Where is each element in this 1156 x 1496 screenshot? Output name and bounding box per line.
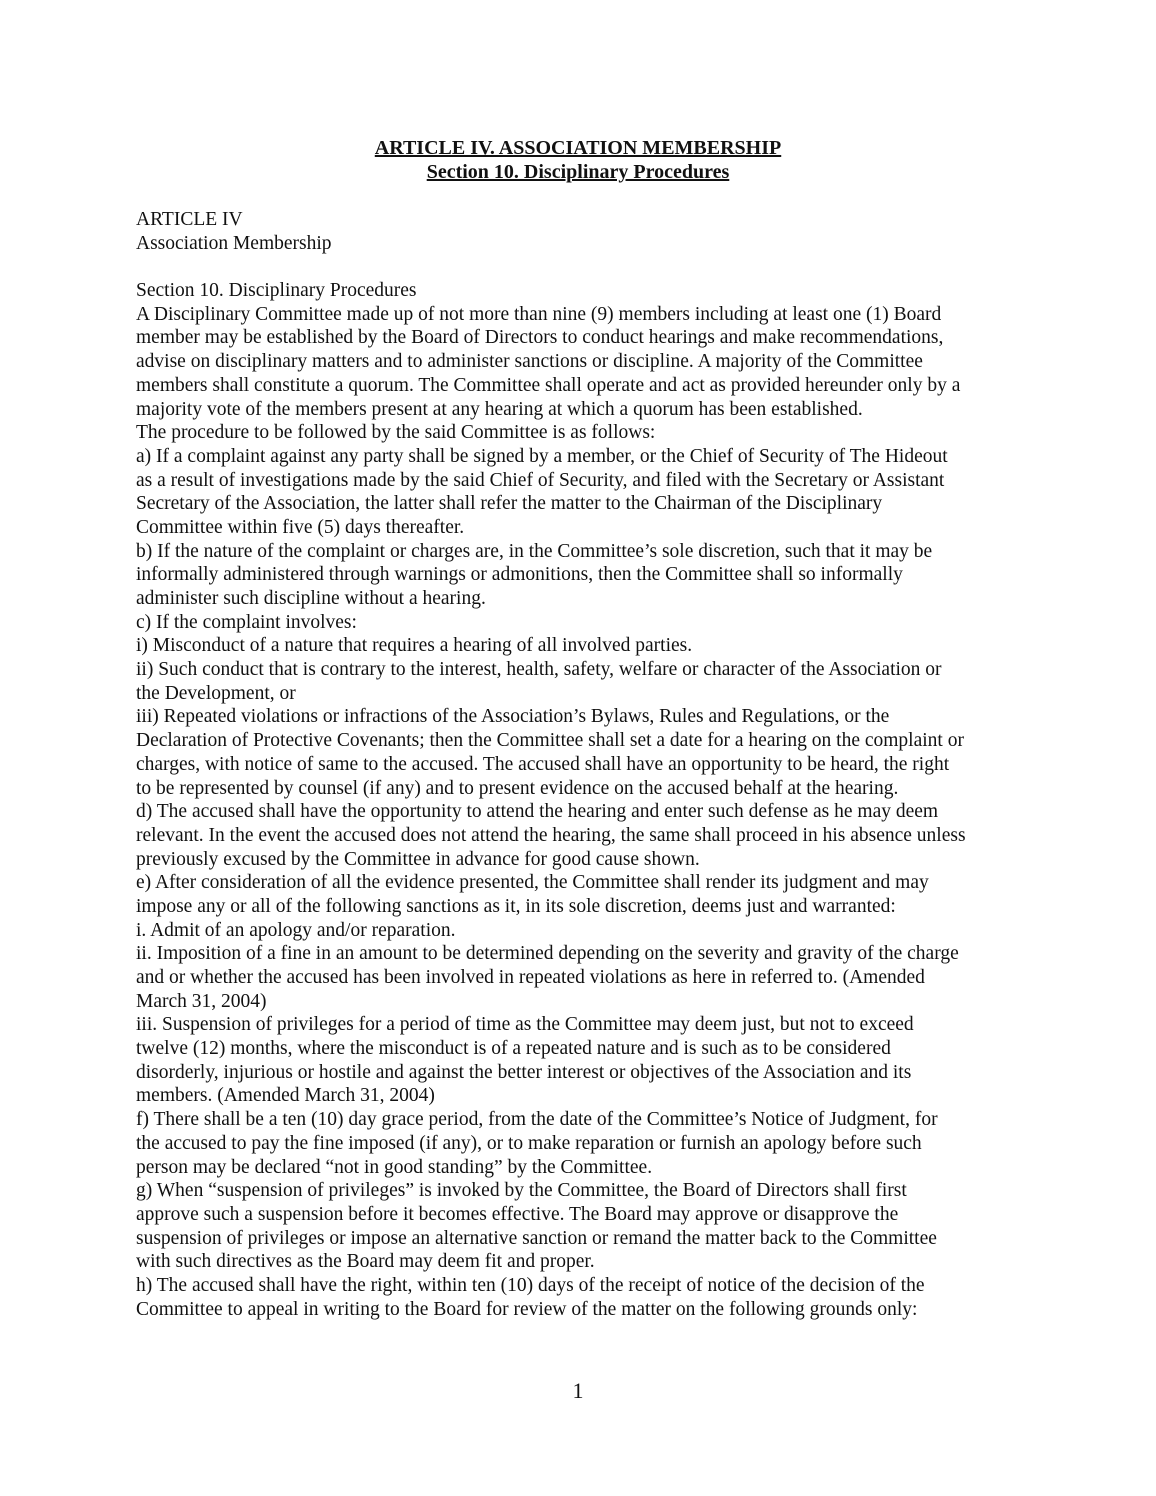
document-body xyxy=(136,208,1036,1321)
text-line: iii. Suspension of privileges for a period of time as the Committee may deem just, but not to exceed xyxy=(136,1014,914,1036)
text-line: Secretary of the Association, the latter shall refer the matter to the Chairman of the Disciplinary xyxy=(136,493,883,515)
text-line: Declaration of Protective Covenants; then the Committee shall set a date for a hearing on the complaint or xyxy=(136,730,964,752)
text-line: March 31, 2004) xyxy=(136,990,267,1012)
article-title: ARTICLE IV. ASSOCIATION MEMBERSHIP xyxy=(374,137,782,159)
text-line: c) If the complaint involves: xyxy=(136,611,357,633)
text-line: i) Misconduct of a nature that requires a hearing of all involved parties. xyxy=(136,635,693,657)
text-line: f) There shall be a ten (10) day grace period, from the date of the Committee’s Notice of Judgment, for xyxy=(136,1109,938,1131)
text-line: suspension of privileges or impose an alternative sanction or remand the matter back to the Committee xyxy=(136,1227,937,1249)
text-line: majority vote of the members present at any hearing at which a quorum has been established. xyxy=(136,398,863,420)
text-line: and or whether the accused has been involved in repeated violations as here in referred to. (Amended xyxy=(136,967,925,988)
text-line: ii) Such conduct that is contrary to the interest, health, safety, welfare or character of the Association or xyxy=(136,659,942,681)
section-label: Section 10. Disciplinary Procedures xyxy=(136,280,417,302)
text-line: a) If a complaint against any party shall be signed by a member, or the Chief of Security of The Hideout xyxy=(136,445,948,467)
text-line: charges, with notice of same to the accused. The accused shall have an opportunity to be heard, the right xyxy=(136,753,950,775)
text-line: members. (Amended March 31, 2004) xyxy=(136,1085,435,1107)
text-line: A Disciplinary Committee made up of not more than nine (9) members including at least one (1) Board xyxy=(136,303,942,325)
text-line: ii. Imposition of a fine in an amount to be determined depending on the severity and gravity of the charge xyxy=(136,943,959,965)
text-line: as a result of investigations made by the said Chief of Security, and filed with the Secretary or Assistant xyxy=(136,469,945,491)
text-line: advise on disciplinary matters and to administer sanctions or discipline. A majority of the Committee xyxy=(136,351,923,373)
text-line: relevant. In the event the accused does not attend the hearing, the same shall proceed in his absence unless xyxy=(136,824,966,846)
article-name: Association Membership xyxy=(136,232,332,254)
text-line: h) The accused shall have the right, within ten (10) days of the receipt of notice of the decision of the xyxy=(136,1274,925,1296)
text-line: with such directives as the Board may deem fit and proper. xyxy=(136,1251,595,1273)
text-line: d) The accused shall have the opportunity to attend the hearing and enter such defense as he may deem xyxy=(136,801,939,823)
article-label: ARTICLE IV xyxy=(136,209,243,230)
text-line: e) After consideration of all the evidence presented, the Committee shall render its judgment and may xyxy=(136,872,929,894)
text-line: b) If the nature of the complaint or charges are, in the Committee’s sole discretion, such that it may be xyxy=(136,540,933,562)
text-line: iii) Repeated violations or infractions of the Association’s Bylaws, Rules and Regulations, or the xyxy=(136,706,890,728)
text-line: Committee within five (5) days thereafter. xyxy=(136,516,465,538)
text-line: Committee to appeal in writing to the Board for review of the matter on the following grounds only: xyxy=(136,1298,918,1320)
body-lines xyxy=(136,303,1036,1322)
text-line: members shall constitute a quorum. The Committee shall operate and act as provided hereunder only by a xyxy=(136,374,961,396)
text-line: twelve (12) months, where the misconduct is of a repeated nature and is such as to be considered xyxy=(136,1038,891,1060)
text-line: The procedure to be followed by the said Committee is as follows: xyxy=(136,422,656,444)
text-line: to be represented by counsel (if any) and to present evidence on the accused behalf at the hearing. xyxy=(136,777,899,799)
paragraph-gap xyxy=(136,255,1036,279)
document-heading xyxy=(0,136,1156,184)
text-line: administer such discipline without a hearing. xyxy=(136,588,486,609)
text-line: i. Admit of an apology and/or reparation. xyxy=(136,919,456,941)
text-line: previously excused by the Committee in advance for good cause shown. xyxy=(136,848,700,870)
text-line: impose any or all of the following sanctions as it, in its sole discretion, deems just and warranted: xyxy=(136,895,896,917)
page-number: 1 xyxy=(572,1378,584,1403)
text-line: the Development, or xyxy=(136,682,296,704)
text-line: person may be declared “not in good standing” by the Committee. xyxy=(136,1156,653,1178)
text-line: the accused to pay the fine imposed (if any), or to make reparation or furnish an apology before such xyxy=(136,1132,922,1154)
text-line: member may be established by the Board of Directors to conduct hearings and make recommendations, xyxy=(136,327,944,349)
text-line: g) When “suspension of privileges” is invoked by the Committee, the Board of Directors shall first xyxy=(136,1180,907,1202)
section-title: Section 10. Disciplinary Procedures xyxy=(426,161,730,183)
text-line: disorderly, injurious or hostile and against the better interest or objectives of the Association and its xyxy=(136,1061,912,1083)
text-line: approve such a suspension before it becomes effective. The Board may approve or disapprove the xyxy=(136,1203,899,1225)
text-line: informally administered through warnings or admonitions, then the Committee shall so informally xyxy=(136,564,903,586)
